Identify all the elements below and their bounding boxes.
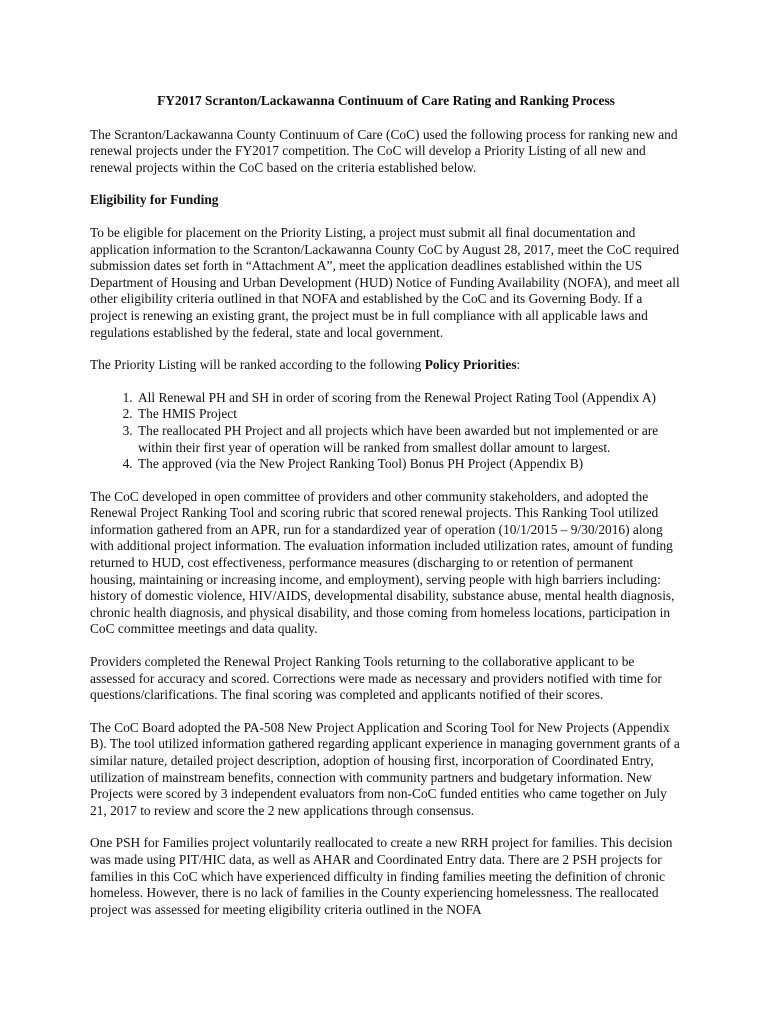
priority-item: 3. The reallocated PH Project and all projects which have been awarded but not implemented or are within their first year of operation will be ranked from smallest dollar amount to largest. [136, 423, 682, 456]
intro-paragraph: The Scranton/Lackawanna County Continuum of Care (CoC) used the following process for ranking new and renewal projects under the FY2017 competition. The CoC will develop a Priority Listing of all new and renewal projects within the CoC based on the criteria established below. [90, 126, 678, 175]
priority-list [90, 390, 682, 473]
document-title: FY2017 Scranton/Lackawanna Continuum of Care Rating and Ranking Process [157, 93, 615, 108]
priority-item: 1. All Renewal PH and SH in order of scoring from the Renewal Project Rating Tool (Appendix A) [136, 390, 682, 407]
renewal-tool-paragraph: The CoC developed in open committee of providers and other community stakeholders, and adopted the Renewal Project Ranking Tool and scoring rubric that scored renewal projects. This Ranking Tool utilized information gathered from an APR, run for a standardized year of operation (10/1/2015 – 9/30/2016) along with additional project information. The evaluation information included utilization rates, amount of funding returned to HUD, cost effectiveness, performance measures (discharging to or retention of permanent housing, maintaining or increasing income, and employment), serving people with high barriers including: history of domestic violence, HIV/AIDS, developmental disability, substance abuse, mental health diagnosis, chronic health diagnosis, and physical disability, and those coming from homeless locations, participation in CoC committee meetings and data quality. [90, 488, 675, 637]
policy-priorities-label: Policy Priorities [424, 357, 517, 373]
priority-item: 4. The approved (via the New Project Ranking Tool) Bonus PH Project (Appendix B) [136, 456, 682, 473]
board-paragraph: The CoC Board adopted the PA-508 New Project Application and Scoring Tool for New Projects (Appendix B). The tool utilized information gathered regarding applicant experience in managing government grants of a similar nature, detailed project description, adoption of housing first, incorporation of Coordinated Entry, utilization of mainstream benefits, connection with community partners and budgetary information. New Projects were scored by 3 independent evaluators from non-CoC funded entities who came together on July 21, 2017 to review and score the 2 new applications through consensus. [90, 719, 680, 818]
priority-item: 2. The HMIS Project [136, 406, 682, 423]
priority-intro-prefix: The Priority Listing will be ranked according to the following [90, 357, 425, 373]
providers-paragraph: Providers completed the Renewal Project Ranking Tools returning to the collaborative applicant to be assessed for accuracy and scored. Corrections were made as necessary and providers notified with time for questions/clarifications. The final scoring was completed and applicants notified of their scores. [90, 654, 662, 703]
eligibility-heading: Eligibility for Funding [90, 192, 219, 208]
psh-reallocation-paragraph: One PSH for Families project voluntarily reallocated to create a new RRH project for families. This decision was made using PIT/HIC data, as well as AHAR and Coordinated Entry data. There are 2 PSH projects for families in this CoC which have experienced difficulty in finding families meeting the definition of chronic homeless. However, there is no lack of families in the County experiencing homelessness. The reallocated project was assessed for meeting eligibility criteria outlined in the NOFA [90, 835, 673, 917]
eligibility-paragraph: To be eligible for placement on the Priority Listing, a project must submit all final documentation and application information to the Scranton/Lackawanna County CoC by August 28, 2017, meet the CoC required submission dates set forth in “Attachment A”, meet the application deadlines established within the US Department of Housing and Urban Development (HUD) Notice of Funding Availability (NOFA), and meet all other eligibility criteria outlined in that NOFA and established by the CoC and its Governing Body. If a project is renewing an existing grant, the project must be in full compliance with all applicable laws and regulations established by the federal, state and local government. [90, 224, 680, 340]
document-page [90, 93, 682, 934]
priority-intro [90, 357, 682, 374]
priority-intro-suffix: : [516, 357, 521, 373]
